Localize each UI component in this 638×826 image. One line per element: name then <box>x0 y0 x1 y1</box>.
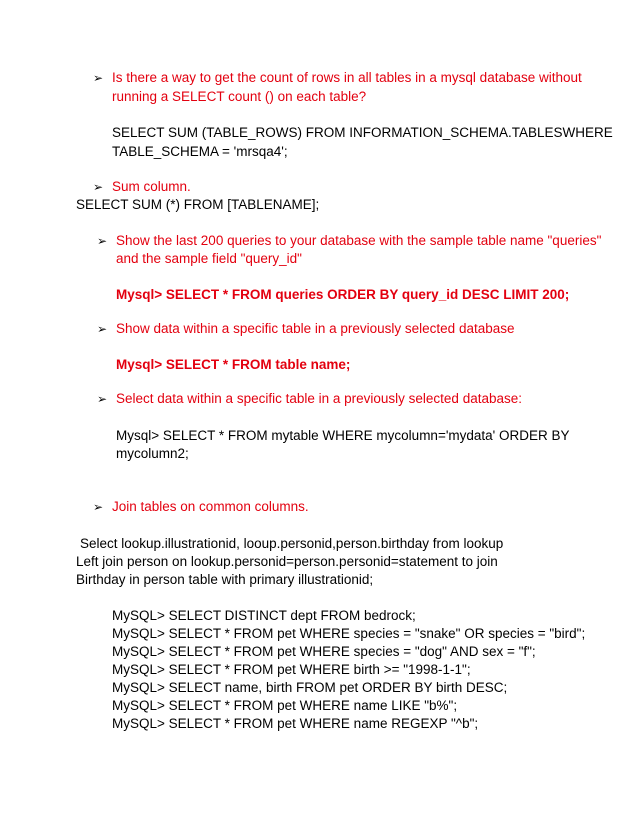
q1-sql-line1: SELECT SUM (TABLE_ROWS) FROM INFORMATION_SCHEMA.TABLESWHERE <box>112 125 613 140</box>
q6-heading: Join tables on common columns. <box>112 499 309 514</box>
q1-sql-line2: TABLE_SCHEMA = 'mrsqa4'; <box>112 144 288 159</box>
q6-desc-line3: Birthday in person table with primary illustrationid; <box>76 572 374 587</box>
q3-heading-line2: and the sample field "query_id" <box>116 251 302 266</box>
bullet-arrow-icon: ➢ <box>97 322 108 336</box>
bullet-arrow-icon: ➢ <box>93 71 104 85</box>
example-query: MySQL> SELECT * FROM pet WHERE birth >= "1998-1-1"; <box>112 662 471 677</box>
q1-heading-line2: running a SELECT count () on each table? <box>112 89 367 104</box>
q1-heading-line1: Is there a way to get the count of rows in all tables in a mysql database without <box>112 70 582 85</box>
q5-sql-line1: Mysql> SELECT * FROM mytable WHERE mycolumn='mydata' ORDER BY <box>116 428 570 443</box>
q6-desc-line2: Left join person on lookup.personid=person.personid=statement to join <box>76 554 498 569</box>
example-query: MySQL> SELECT * FROM pet WHERE species = "snake" OR species = "bird"; <box>112 626 586 641</box>
q2-sql: SELECT SUM (*) FROM [TABLENAME]; <box>76 197 320 212</box>
q4-sql: Mysql> SELECT * FROM table name; <box>116 357 351 372</box>
example-query: MySQL> SELECT * FROM pet WHERE species = "dog" AND sex = "f"; <box>112 644 536 659</box>
example-query: MySQL> SELECT * FROM pet WHERE name LIKE "b%"; <box>112 698 458 713</box>
example-query: MySQL> SELECT DISTINCT dept FROM bedrock; <box>112 608 416 623</box>
example-query: MySQL> SELECT name, birth FROM pet ORDER BY birth DESC; <box>112 680 508 695</box>
q3-sql: Mysql> SELECT * FROM queries ORDER BY query_id DESC LIMIT 200; <box>116 287 570 302</box>
q5-sql-line2: mycolumn2; <box>116 446 189 461</box>
bullet-arrow-icon: ➢ <box>97 234 108 248</box>
q2-heading: Sum column. <box>112 179 191 194</box>
example-query: MySQL> SELECT * FROM pet WHERE name REGEXP "^b"; <box>112 716 479 731</box>
bullet-arrow-icon: ➢ <box>97 392 108 406</box>
q5-heading: Select data within a specific table in a previously selected database: <box>116 391 522 406</box>
q6-desc-line1: Select lookup.illustrationid, looup.personid,person.birthday from lookup <box>80 536 504 551</box>
q4-heading: Show data within a specific table in a previously selected database <box>116 321 515 336</box>
bullet-arrow-icon: ➢ <box>93 180 104 194</box>
q3-heading-line1: Show the last 200 queries to your database with the sample table name "queries" <box>116 233 602 248</box>
bullet-arrow-icon: ➢ <box>93 500 104 514</box>
